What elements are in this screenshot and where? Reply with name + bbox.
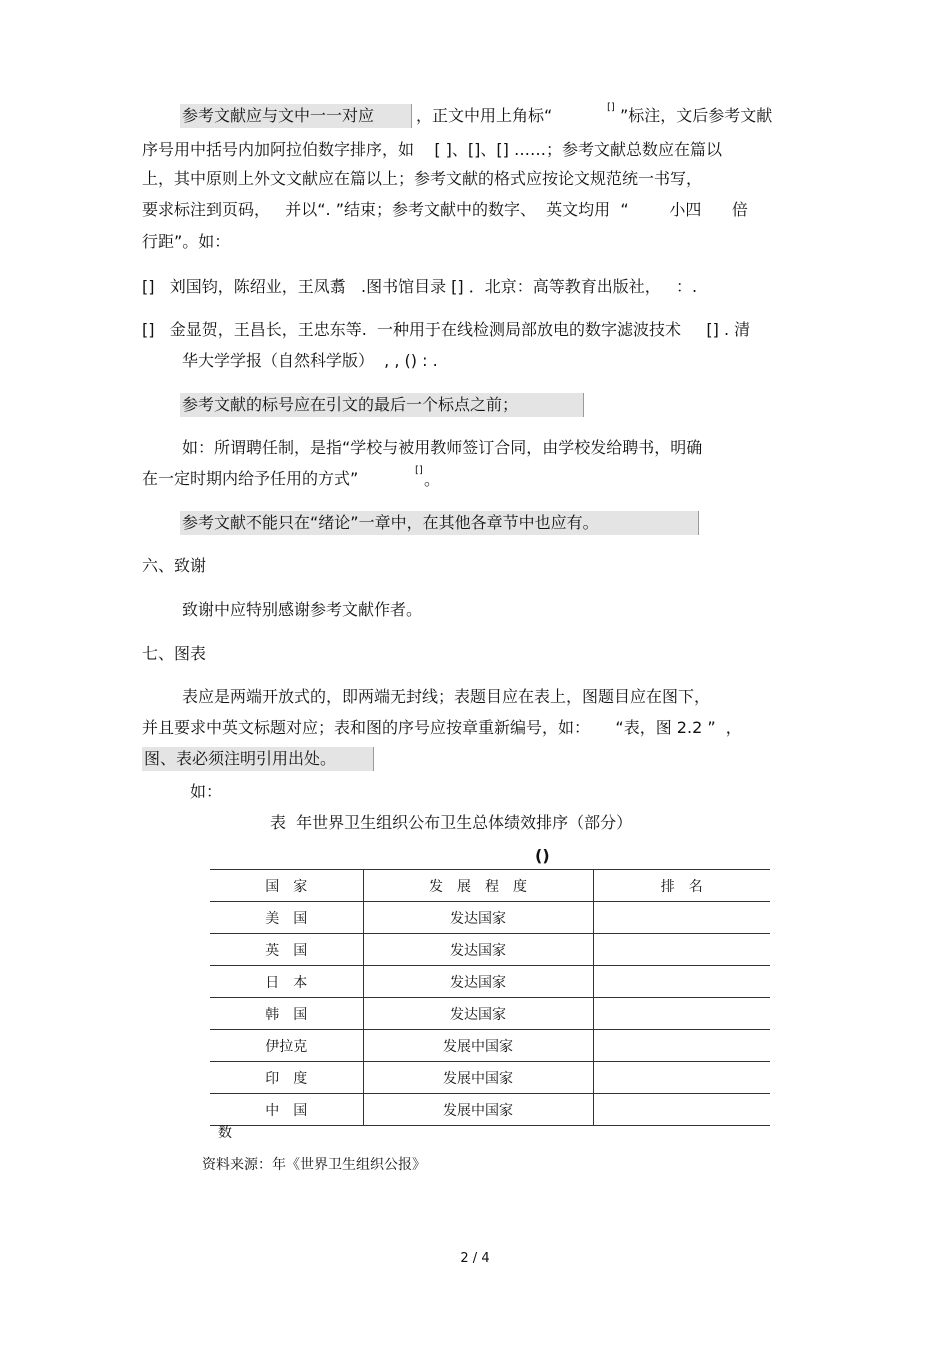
text-line: 致谢中应特别感谢参考文献作者。	[182, 600, 423, 619]
text-line: 上，其中原则上外文文献应在篇以上；参考文献的格式应按论文规范统一书写，	[142, 169, 703, 188]
superscript-marker: []	[415, 465, 423, 476]
table-row	[210, 1094, 770, 1126]
text-line: 并且要求中英文标题对应；表和图的序号应按章重新编号，如： “表，图 2.2 ” ，	[142, 718, 742, 737]
table-cell: 英 国	[210, 934, 363, 966]
table-footnote: 数	[218, 1125, 232, 1141]
table-row	[210, 1062, 770, 1094]
column-header: 国 家	[210, 870, 363, 902]
table-cell: 美 国	[210, 902, 363, 934]
table-cell: 发展中国家	[363, 1030, 593, 1062]
text-line: ，正文中用上角标“	[416, 106, 553, 125]
table-cell	[593, 1030, 770, 1062]
text-line: 如：	[190, 782, 223, 801]
reference-item: [] 刘国钧，陈绍业，王凤翥 .图书馆目录 [] ．北京：高等教育出版社， ：.	[142, 277, 698, 296]
table-cell	[593, 1094, 770, 1126]
table-cell	[593, 998, 770, 1030]
column-header: 发 展 程 度	[363, 870, 593, 902]
table-cell: 印 度	[210, 1062, 363, 1094]
table-header-row	[210, 870, 770, 902]
text-line: 表应是两端开放式的，即两端无封线；表题目应在表上，图题目应在图下，	[182, 687, 711, 706]
table-cell: 发展中国家	[363, 1094, 593, 1126]
table-cell: 伊拉克	[210, 1030, 363, 1062]
table-source: 资料来源：年《世界卫生组织公报》	[202, 1157, 426, 1173]
reference-item: [] 金显贺，王昌长，王忠东等. 一种用于在线检测局部放电的数字滤波技术 [] . 清	[142, 320, 751, 339]
text-line: 参考文献应与文中一一对应	[182, 106, 375, 125]
table-cell: 发展中国家	[363, 1062, 593, 1094]
table-row	[210, 902, 770, 934]
table-row	[210, 998, 770, 1030]
table-cell	[593, 1062, 770, 1094]
page-number: 2 / 4	[460, 1251, 490, 1266]
table-cell: 发达国家	[363, 934, 593, 966]
section-heading: 六、致谢	[142, 556, 207, 575]
table-row	[210, 934, 770, 966]
text-line: 图、表必须注明引用出处。	[144, 749, 337, 768]
text-line: 参考文献不能只在“绪论”一章中，在其他各章节中也应有。	[182, 513, 599, 532]
text-line: ”标注，文后参考文献	[620, 106, 773, 125]
table-row	[210, 1030, 770, 1062]
table-title-paren: ()	[535, 846, 550, 865]
table-title: 表 年世界卫生组织公布卫生总体绩效排序（部分）	[270, 813, 633, 832]
text-line: 。	[424, 470, 441, 489]
section-heading: 七、图表	[142, 644, 207, 663]
table-cell: 发达国家	[363, 966, 593, 998]
table-cell: 韩 国	[210, 998, 363, 1030]
text-line: 参考文献的标号应在引文的最后一个标点之前；	[182, 395, 519, 414]
table-cell: 中 国	[210, 1094, 363, 1126]
reference-item: 华大学学报（自然科学版） , , () : .	[182, 351, 438, 370]
table-cell: 发达国家	[363, 902, 593, 934]
table-cell	[593, 902, 770, 934]
text-line: 在一定时期内给予任用的方式”	[142, 469, 359, 488]
text-line: 行距”。如：	[142, 232, 231, 251]
table-row	[210, 966, 770, 998]
table-cell: 日 本	[210, 966, 363, 998]
text-line: 要求标注到页码， 并以“. ”结束；参考文献中的数字、 英文均用 “ 小四 倍	[142, 200, 748, 219]
table-cell	[593, 934, 770, 966]
text-line: 序号用中括号内加阿拉伯数字排序，如 [ ]、[]、[] ……；参考文献总数应在篇以	[142, 140, 722, 159]
column-header: 排 名	[593, 870, 770, 902]
data-table	[210, 869, 770, 1126]
table-cell	[593, 966, 770, 998]
table-cell: 发达国家	[363, 998, 593, 1030]
text-line: 如：所谓聘任制，是指“学校与被用教师签订合同，由学校发给聘书，明确	[182, 438, 703, 457]
superscript-marker: []	[607, 102, 615, 113]
